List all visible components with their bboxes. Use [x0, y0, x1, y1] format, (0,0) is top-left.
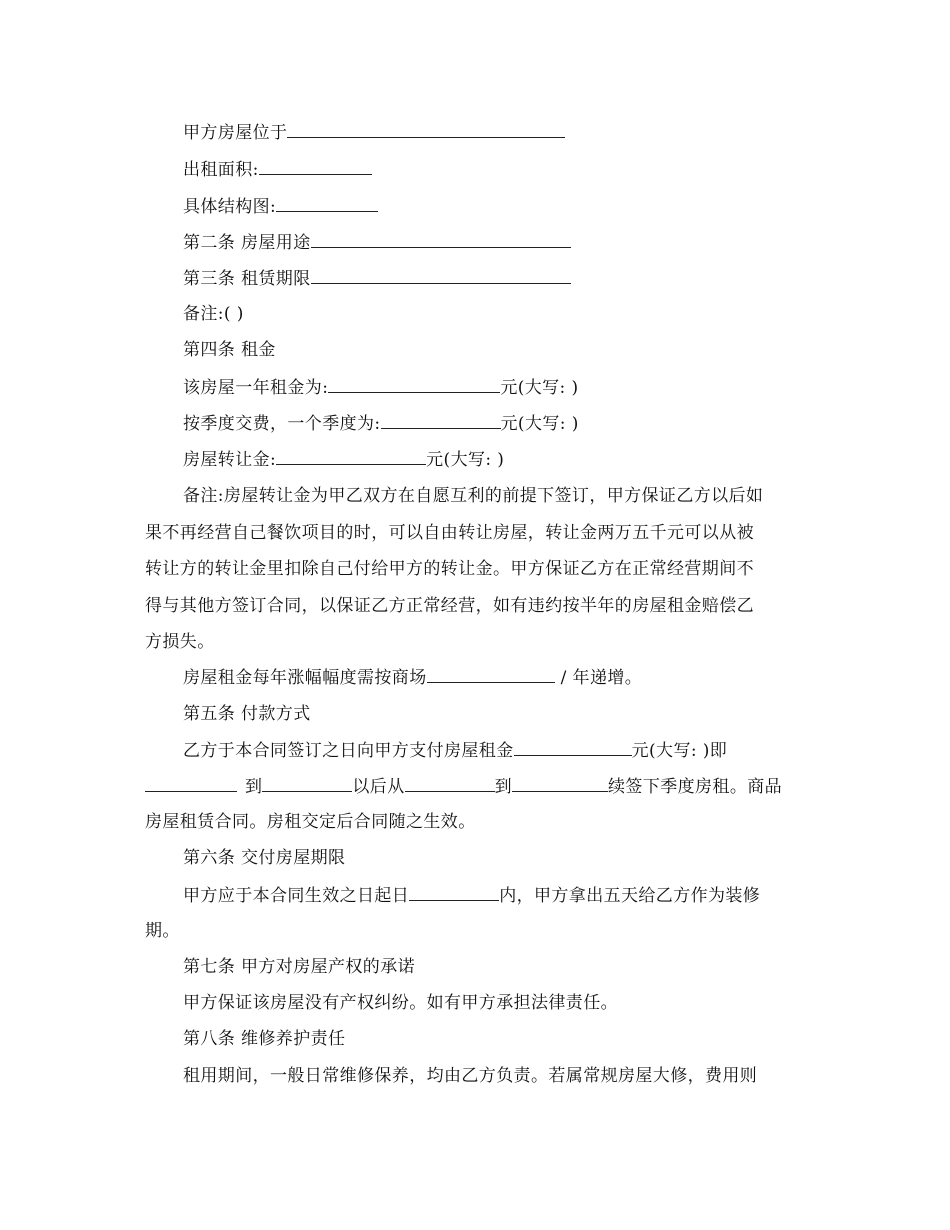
paragraph-text: 甲方保证该房屋没有产权纠纷。如有甲方承担法律责任。 [183, 993, 618, 1013]
remark-paragraph-line [145, 558, 754, 580]
amount-suffix: 元(大写: ) [500, 414, 579, 434]
clause-rental-area [183, 158, 372, 181]
label-text: 房屋租金每年涨幅幅度需按商场 [183, 668, 427, 688]
clause-7-heading [183, 956, 415, 978]
paragraph-text: 续签下季度房租。商品 [608, 777, 783, 797]
paragraph-line [183, 992, 618, 1014]
remark-paragraph-line [145, 631, 215, 653]
amount-suffix: 元(大写: ) [500, 378, 579, 398]
paragraph-text: 方损失。 [145, 632, 215, 652]
label-text: 按季度交费，一个季度为: [183, 414, 381, 434]
payment-period-line [145, 775, 782, 798]
section-heading: 第八条 维修养护责任 [183, 1029, 346, 1049]
label-text: 备注:( ) [183, 304, 244, 324]
section-heading: 第六条 交付房屋期限 [183, 848, 346, 868]
remark-paragraph-line [145, 595, 754, 617]
fill-blank[interactable] [512, 775, 608, 792]
fill-blank[interactable] [409, 884, 499, 901]
clause-3-lease-term [183, 267, 571, 290]
label-text: 房屋转让金: [183, 450, 277, 470]
clause-6-heading [183, 847, 345, 869]
transfer-fee-line [183, 448, 504, 471]
fill-blank[interactable] [514, 739, 632, 756]
clause-4-heading [183, 339, 276, 361]
paragraph-line [145, 920, 180, 942]
fill-blank[interactable] [276, 195, 378, 212]
section-heading: 第七条 甲方对房屋产权的承诺 [183, 957, 416, 977]
label-text: 出租面积: [183, 160, 259, 180]
fill-blank[interactable] [427, 666, 555, 683]
paragraph-text: 房屋租赁合同。房租交定后合同随之生效。 [145, 812, 476, 832]
label-text: 以后从 [352, 777, 405, 797]
paragraph-line [183, 1065, 757, 1087]
amount-suffix: 元(大写: ) [426, 450, 505, 470]
clause-structure-diagram [183, 195, 378, 218]
fill-blank[interactable] [311, 231, 571, 248]
payment-line [183, 739, 727, 762]
paragraph-text: 转让方的转让金里扣除自己付给甲方的转让金。甲方保证乙方在正常经营期间不 [145, 559, 754, 579]
paragraph-line [145, 811, 476, 833]
label-text: 第三条 租赁期限 [183, 269, 311, 289]
paragraph-text: 内，甲方拿出五天给乙方作为装修 [499, 886, 761, 906]
fill-blank[interactable] [145, 775, 237, 792]
label-text: 第二条 房屋用途 [183, 233, 311, 253]
fill-blank[interactable] [311, 267, 571, 284]
paragraph-text: 果不再经营自己餐饮项目的时，可以自由转让房屋，转让金两万五千元可以从被 [145, 523, 754, 543]
fill-blank[interactable] [287, 121, 565, 138]
paragraph-text: 得与其他方签订合同，以保证乙方正常经营，如有违约按半年的房屋租金赔偿乙 [145, 596, 754, 616]
paragraph-text: 租用期间，一般日常维修保养，均由乙方负责。若属常规房屋大修，费用则 [183, 1066, 758, 1086]
label-text: 甲方房屋位于 [183, 123, 288, 143]
clause-5-heading [183, 703, 311, 725]
rent-increase-line [183, 666, 642, 689]
clause-house-location [183, 121, 565, 144]
paragraph-text: 期。 [145, 921, 180, 941]
fill-blank[interactable] [259, 158, 372, 175]
fill-blank[interactable] [405, 775, 495, 792]
paragraph-text: 备注:房屋转让金为甲乙双方在自愿互利的前提下签订，甲方保证乙方以后如 [183, 486, 764, 506]
clause-8-heading [183, 1028, 345, 1050]
remark-line [183, 303, 244, 325]
section-heading: 第四条 租金 [183, 340, 276, 360]
label-text: 到 [494, 777, 513, 797]
remark-paragraph-line [183, 485, 763, 507]
annual-rent-line [183, 376, 579, 399]
fill-blank[interactable] [328, 376, 500, 393]
section-heading: 第五条 付款方式 [183, 704, 311, 724]
label-text: 该房屋一年租金为: [183, 378, 329, 398]
remark-paragraph-line [145, 522, 754, 544]
delivery-term-line [183, 884, 760, 907]
clause-2-house-usage [183, 231, 571, 254]
fill-blank[interactable] [381, 412, 501, 429]
amount-suffix: 元(大写: )即 [631, 741, 728, 761]
quarterly-rent-line [183, 412, 579, 435]
fill-blank[interactable] [276, 448, 426, 465]
fill-blank[interactable] [262, 775, 352, 792]
label-suffix: / 年递增。 [560, 668, 643, 688]
paragraph-text: 甲方应于本合同生效之日起日 [183, 886, 410, 906]
paragraph-text: 乙方于本合同签订之日向甲方支付房屋租金 [183, 741, 514, 761]
label-text: 到 [245, 777, 263, 797]
label-text: 具体结构图: [183, 197, 277, 217]
